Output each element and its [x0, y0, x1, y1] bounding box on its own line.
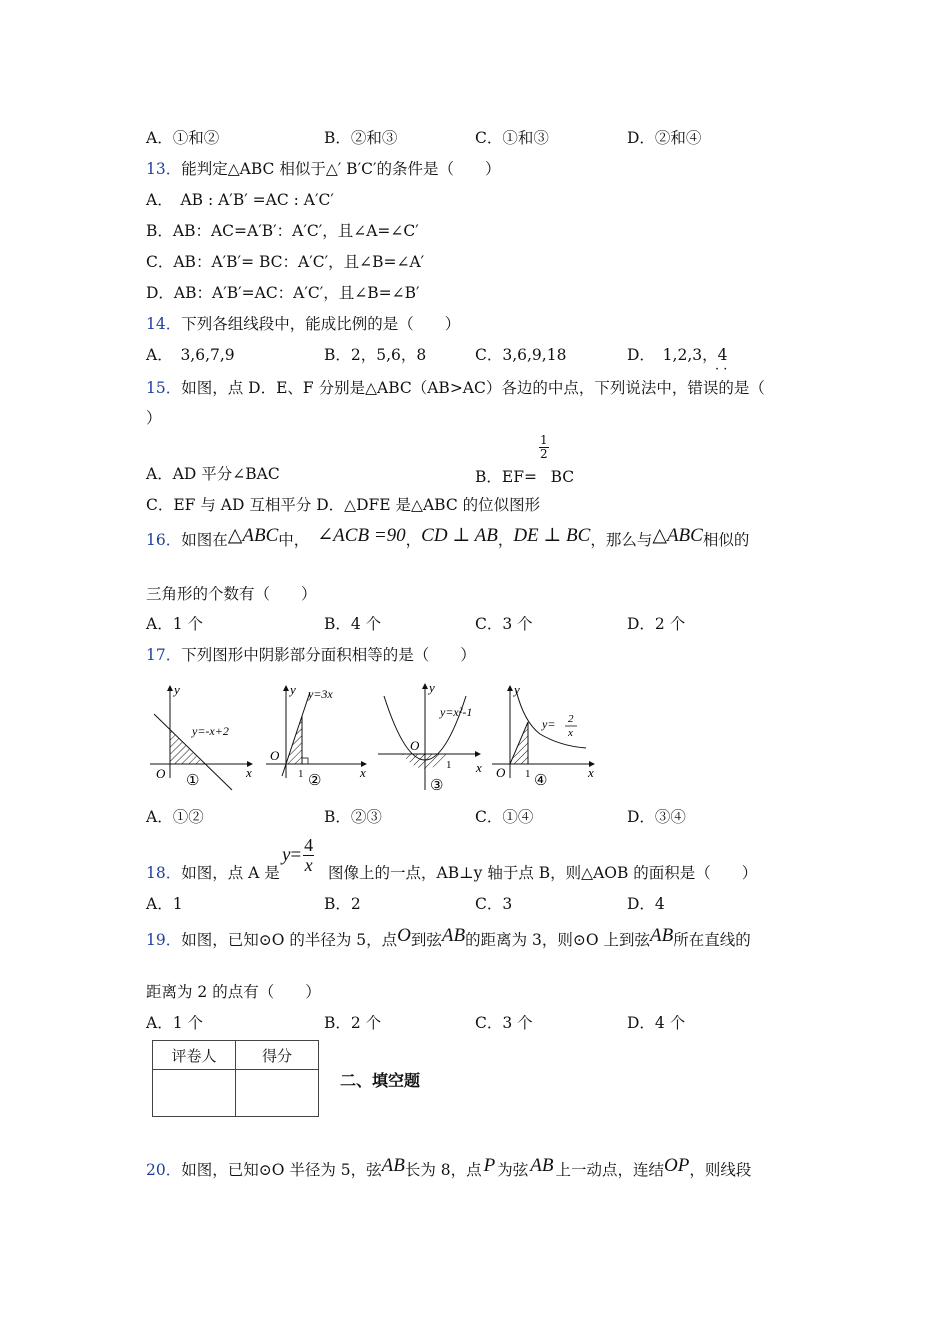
q15-option-b: [475, 433, 575, 486]
q19-option-b: B．2 个: [324, 1014, 382, 1032]
function-label: y=: [542, 717, 556, 731]
segment-op: OP: [664, 1155, 690, 1176]
fraction-numerator: 1: [539, 433, 548, 447]
q16-option-d: D．2 个: [627, 615, 686, 633]
q16-option-a: A．1 个: [146, 615, 203, 633]
y-axis-label: y: [290, 682, 296, 697]
function-label: y=3x: [308, 687, 333, 701]
q20-number: 20．: [146, 1161, 182, 1179]
triangle-abc: △ABC: [652, 525, 703, 546]
q19-stem: [146, 925, 751, 950]
q18-stem: [146, 863, 280, 883]
chord-ab: AB: [441, 925, 466, 946]
q13-option-c: C．AB：A′B′= BC：A′C′，且∠B=∠A′: [146, 253, 425, 271]
point-p: P: [483, 1155, 496, 1176]
section-title: 二、填空题: [340, 1071, 421, 1090]
q17-option-d: D．③④: [627, 808, 686, 826]
q12-option-d: D．②和④: [627, 129, 702, 147]
q15-option-b-prefix: B．EF=: [475, 467, 537, 486]
q13-text: 能判定△ABC 相似于△′ B′C′的条件是（ ）: [181, 160, 501, 178]
q13-option-d: D．AB：A′B′=AC：A′C′，且∠B=∠B′: [146, 284, 420, 302]
q19-option-d: D．4 个: [627, 1014, 686, 1032]
fraction-denominator: x: [304, 855, 313, 875]
graph-2: [266, 682, 366, 789]
q20-mid: 长为 8，点: [404, 1161, 482, 1179]
q12-option-b: B．②和③: [324, 129, 398, 147]
x-axis-label: x: [476, 760, 482, 775]
q15-text: 如图，点 D．E、F 分别是△ABC（AB>AC）各边的中点，下列说法中，错误的是（: [181, 379, 765, 397]
graph-mark-3: ③: [430, 778, 444, 794]
x-axis-label: x: [246, 765, 252, 780]
q19-mid2: 的距离为 3，则⊙O 上到弦: [465, 931, 651, 949]
score-table: [152, 1040, 319, 1117]
chord-ab: AB: [650, 925, 674, 946]
q18-option-c: C．3: [475, 895, 513, 913]
q14-option-c: C．3,6,9,18: [475, 346, 567, 364]
q17-graphs: [140, 678, 600, 798]
graph-mark-1: ①: [186, 773, 200, 789]
q16-then: ，那么与: [590, 531, 653, 549]
q13-stem: [146, 159, 500, 179]
origin-label: O: [270, 748, 280, 763]
origin-label: O: [156, 766, 166, 781]
q13-option-b: B．AB：AC=A′B′：A′C′，且∠A=∠C′: [146, 222, 419, 240]
y-axis-label: y: [514, 682, 520, 697]
q17-number: 17．: [146, 646, 182, 664]
graph-mark-2: ②: [308, 773, 322, 789]
q15-number: 15．: [146, 379, 182, 397]
q17-option-c: C．①④: [475, 808, 534, 826]
q15-option-b-suffix: BC: [550, 467, 575, 486]
q17-option-a: A．①②: [146, 808, 204, 826]
q16-post: 相似的: [702, 531, 750, 549]
x-axis-label: x: [588, 765, 594, 780]
q16-number: 16．: [146, 531, 182, 549]
cd-perp-ab: CD ⊥ AB: [421, 525, 498, 546]
graph-mark-4: ④: [534, 773, 548, 789]
fraction-numerator: 2: [568, 713, 574, 725]
q16-stem: [146, 525, 750, 550]
q20-mid3: 上一动点，连结: [555, 1161, 665, 1179]
q15-stem: [146, 378, 765, 398]
emphasis-dots: · ·: [715, 362, 728, 377]
q18-option-d: D．4: [627, 895, 665, 913]
graph-1: [150, 682, 252, 790]
half-fraction: [539, 434, 549, 461]
q12-option-a: A．①和②: [146, 129, 220, 147]
angle-acb: ∠ACB =90: [317, 525, 406, 546]
q12-option-c: C．①和③: [475, 129, 549, 147]
q19-pre: 如图，已知⊙O 的半径为 5，点: [181, 931, 398, 949]
q16-option-b: B．4 个: [324, 615, 382, 633]
q14-option-b: B．2，5,6，8: [324, 346, 427, 364]
chord-ab: AB: [381, 1155, 405, 1176]
y-axis-label: y: [429, 680, 435, 695]
score-cell[interactable]: [236, 1070, 319, 1117]
tick-one-label: 1: [446, 759, 452, 771]
comma: ，: [405, 531, 422, 549]
q17-option-b: B．②③: [324, 808, 382, 826]
x-axis-label: x: [360, 765, 366, 780]
q14-stem: [146, 314, 460, 334]
q14-number: 14．: [146, 315, 182, 333]
tick-one-label: 1: [298, 768, 304, 780]
equals-sign: =: [290, 844, 302, 866]
q19-mid: 到弦: [410, 931, 442, 949]
q15-stem-end: ）: [146, 409, 162, 427]
y-axis-label: y: [174, 682, 180, 697]
graph-3: [378, 680, 482, 794]
q18-function: [282, 836, 316, 875]
q17-stem: [146, 645, 476, 665]
score-header: 得分: [236, 1041, 319, 1070]
q19-number: 19．: [146, 931, 182, 949]
q17-text: 下列图形中阴影部分面积相等的是（ ）: [181, 646, 476, 664]
q13-number: 13．: [146, 160, 182, 178]
fraction-numerator: 4: [304, 835, 314, 855]
q19-option-a: A．1 个: [146, 1014, 203, 1032]
q16-stem-line2: 三角形的个数有（ ）: [146, 585, 317, 603]
q15-option-cd: C．EF 与 AD 互相平分 D．△DFE 是△ABC 的位似图形: [146, 496, 541, 514]
chord-ab: AB: [530, 1155, 554, 1176]
comma: ，: [497, 531, 514, 549]
q20-mid2: 为弦: [497, 1161, 529, 1179]
right-angle-mark: [302, 758, 308, 764]
q15-option-a: A．AD 平分∠BAC: [146, 465, 280, 483]
q18-number: 18．: [146, 864, 182, 882]
q14-option-d: D． 1,2,3，4: [627, 346, 728, 364]
tick-one-label: 1: [525, 768, 531, 780]
q14-text: 下列各组线段中，能成比例的是（ ）: [181, 315, 461, 333]
grader-cell[interactable]: [153, 1070, 236, 1117]
graph-4: [492, 682, 594, 789]
function-label: y=-x+2: [192, 724, 229, 738]
q19-option-c: C．3 个: [475, 1014, 533, 1032]
q14-option-a: A． 3,6,7,9: [146, 346, 235, 364]
function-label: y=x²-1: [440, 705, 473, 719]
q19-stem-line2: 距离为 2 的点有（ ）: [146, 983, 321, 1001]
grader-header: 评卷人: [153, 1041, 236, 1070]
origin-label: O: [410, 738, 420, 753]
q18-post: 图像上的一点，AB⊥y 轴于点 B，则△AOB 的面积是（ ）: [328, 864, 758, 882]
q13-option-a: A． AB : A′B′ =AC : A′C′: [146, 191, 334, 209]
q20-stem: [146, 1155, 752, 1180]
q20-pre: 如图，已知⊙O 半径为 5，弦: [181, 1161, 382, 1179]
q19-post: 所在直线的: [673, 931, 751, 949]
y-variable: y: [282, 844, 291, 866]
triangle-abc: △ABC: [227, 525, 279, 546]
four-over-x: [303, 836, 314, 875]
point-o: O: [397, 925, 411, 946]
origin-label: O: [496, 765, 506, 780]
q16-pre: 如图在: [181, 531, 228, 549]
de-perp-bc: DE ⊥ BC: [513, 525, 591, 546]
q18-pre: 如图，点 A 是: [181, 864, 280, 882]
fraction-denominator: x: [568, 727, 573, 739]
q16-mid: 中，: [278, 531, 310, 549]
q20-post: ，则线段: [689, 1161, 752, 1179]
q18-option-a: A．1: [146, 895, 183, 913]
q16-option-c: C．3 个: [475, 615, 533, 633]
fraction-denominator: 2: [539, 447, 548, 461]
q18-option-b: B．2: [324, 895, 361, 913]
